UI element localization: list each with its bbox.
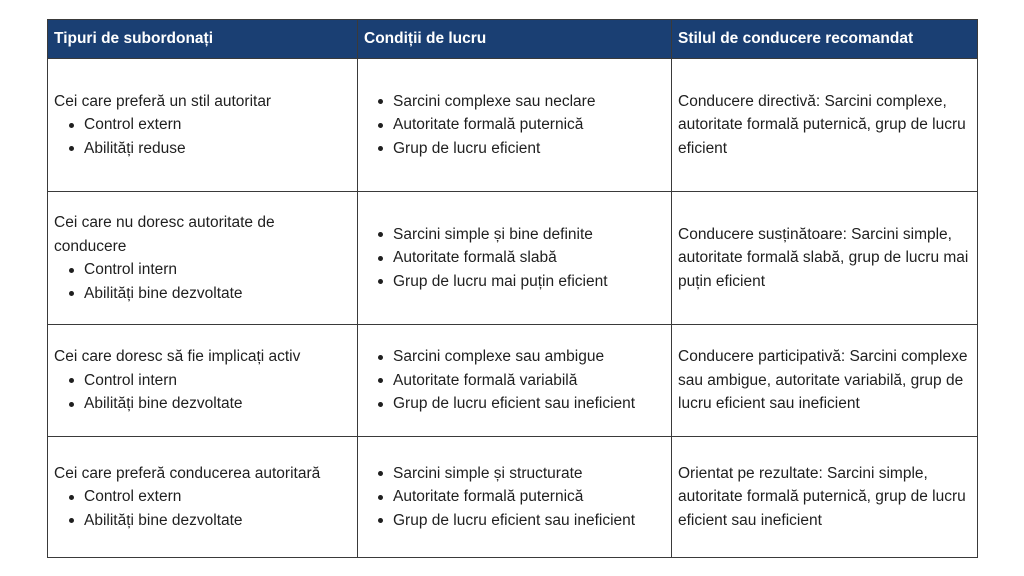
list-item: Control intern	[84, 258, 351, 282]
list-item: Control intern	[84, 369, 351, 393]
subordinate-traits-list	[54, 485, 351, 532]
list-item: Abilități bine dezvoltate	[84, 392, 351, 416]
table-header-row	[48, 20, 978, 59]
list-item: Grup de lucru eficient	[393, 137, 665, 161]
list-item: Autoritate formală puternică	[393, 485, 665, 509]
conditions-list	[358, 223, 665, 294]
subordinate-type-label: Cei care nu doresc autoritate de conducere	[54, 214, 275, 255]
subordinate-traits-list	[54, 369, 351, 416]
cell-work-conditions	[358, 59, 672, 192]
subordinate-traits-list	[54, 258, 351, 305]
conditions-list	[358, 345, 665, 416]
conditions-list	[358, 462, 665, 533]
list-item: Autoritate formală slabă	[393, 246, 665, 270]
header-work-conditions: Condiții de lucru	[358, 20, 672, 59]
cell-recommended-style: Conducere participativă: Sarcini complexe sau ambigue, autoritate variabilă, grup de lucru eficient sau ineficient	[672, 325, 978, 437]
list-item: Abilități bine dezvoltate	[84, 282, 351, 306]
list-item: Autoritate formală puternică	[393, 113, 665, 137]
subordinate-type-label: Cei care doresc să fie implicați activ	[54, 348, 301, 366]
list-item: Sarcini complexe sau ambigue	[393, 345, 665, 369]
table-row	[48, 59, 978, 192]
list-item: Grup de lucru eficient sau ineficient	[393, 392, 665, 416]
table-row	[48, 325, 978, 437]
list-item: Grup de lucru mai puțin eficient	[393, 270, 665, 294]
list-item: Sarcini simple și bine definite	[393, 223, 665, 247]
list-item: Sarcini complexe sau neclare	[393, 90, 665, 114]
subordinate-type-label: Cei care preferă un stil autoritar	[54, 92, 272, 110]
leadership-styles-table	[47, 19, 978, 558]
list-item: Control extern	[84, 113, 351, 137]
cell-subordinate-type	[48, 192, 358, 325]
table-row	[48, 437, 978, 558]
cell-subordinate-type	[48, 325, 358, 437]
list-item: Abilități reduse	[84, 137, 351, 161]
list-item: Autoritate formală variabilă	[393, 369, 665, 393]
conditions-list	[358, 90, 665, 161]
header-subordinate-types: Tipuri de subordonați	[48, 20, 358, 59]
cell-subordinate-type	[48, 437, 358, 558]
cell-recommended-style: Orientat pe rezultate: Sarcini simple, autoritate formală puternică, grup de lucru eficient sau ineficient	[672, 437, 978, 558]
list-item: Control extern	[84, 485, 351, 509]
list-item: Sarcini simple și structurate	[393, 462, 665, 486]
list-item: Abilități bine dezvoltate	[84, 509, 351, 533]
subordinate-type-label: Cei care preferă conducerea autoritară	[54, 464, 321, 482]
table-row	[48, 192, 978, 325]
subordinate-traits-list	[54, 113, 351, 160]
cell-work-conditions	[358, 192, 672, 325]
cell-recommended-style: Conducere susținătoare: Sarcini simple, autoritate formală slabă, grup de lucru mai puțin eficient	[672, 192, 978, 325]
list-item: Grup de lucru eficient sau ineficient	[393, 509, 665, 533]
cell-work-conditions	[358, 437, 672, 558]
cell-work-conditions	[358, 325, 672, 437]
cell-recommended-style: Conducere directivă: Sarcini complexe, autoritate formală puternică, grup de lucru eficient	[672, 59, 978, 192]
cell-subordinate-type	[48, 59, 358, 192]
header-recommended-style: Stilul de conducere recomandat	[672, 20, 978, 59]
